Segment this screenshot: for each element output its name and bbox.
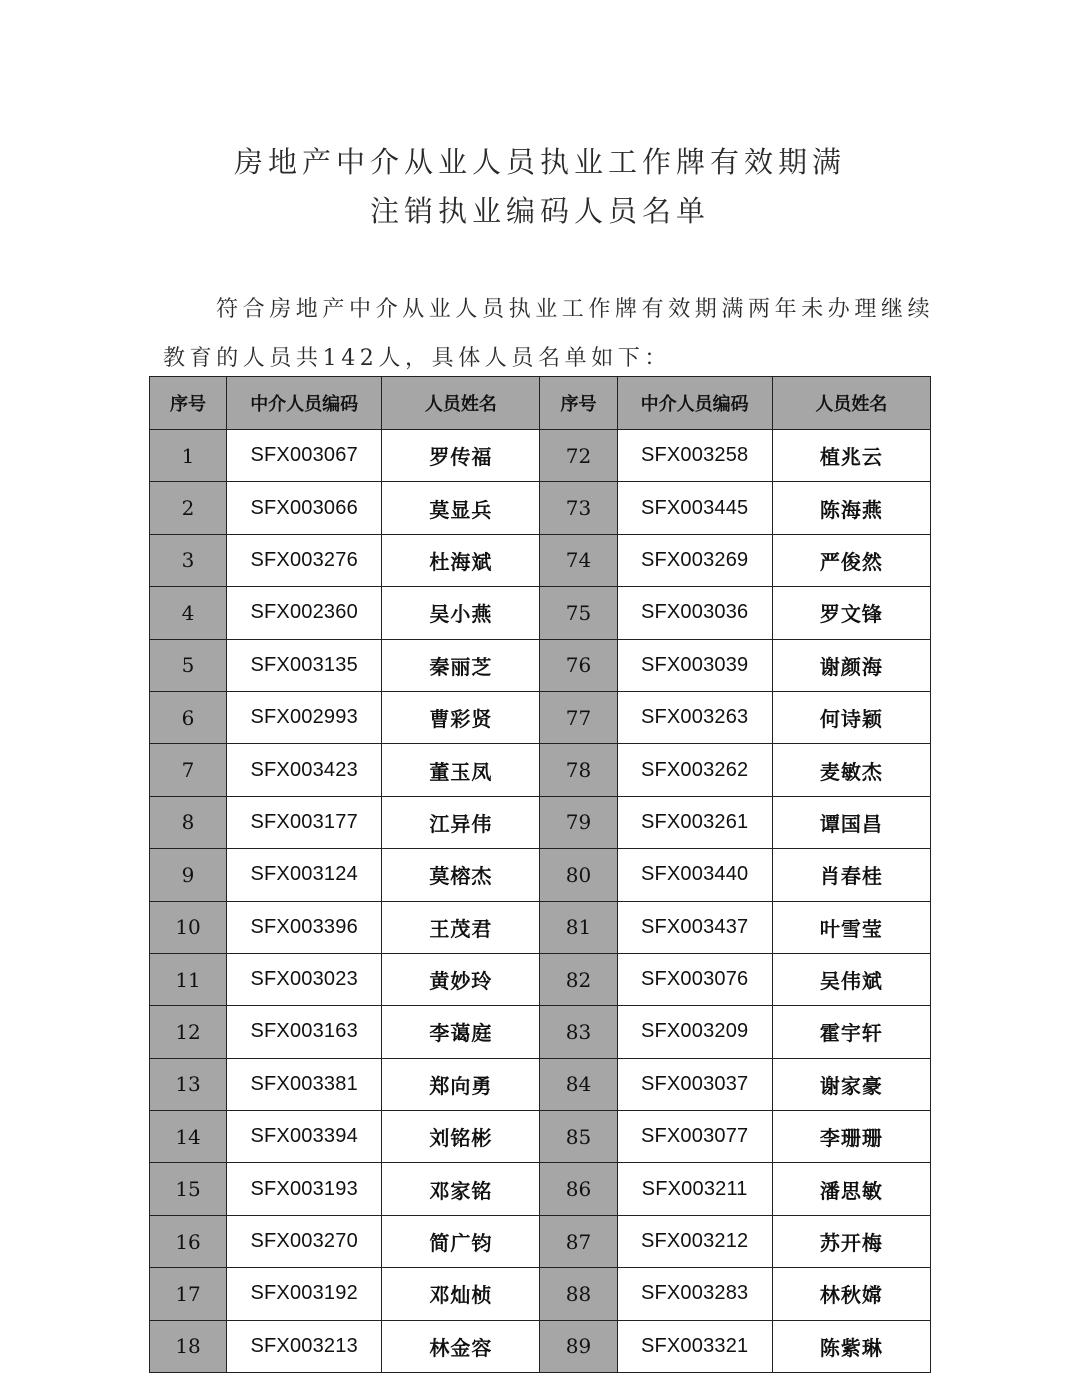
seq-cell-left: 17 [150, 1268, 227, 1320]
code-cell-right: SFX003037 [617, 1058, 772, 1110]
seq-cell-right: 73 [540, 482, 617, 534]
name-cell-left: 邓家铭 [382, 1163, 540, 1215]
code-cell-left: SFX003394 [227, 1111, 382, 1163]
seq-cell-right: 86 [540, 1163, 617, 1215]
code-cell-left: SFX003276 [227, 534, 382, 586]
name-cell-left: 刘铭彬 [382, 1111, 540, 1163]
seq-cell-left: 8 [150, 796, 227, 848]
table-row [150, 1058, 931, 1110]
seq-cell-right: 87 [540, 1215, 617, 1267]
table-row [150, 901, 931, 953]
name-cell-right: 吴伟斌 [772, 953, 930, 1005]
seq-cell-left: 6 [150, 691, 227, 743]
header-seq-right: 序号 [540, 377, 617, 430]
code-cell-left: SFX003193 [227, 1163, 382, 1215]
code-cell-left: SFX003067 [227, 430, 382, 482]
name-cell-left: 曹彩贤 [382, 691, 540, 743]
header-name-left: 人员姓名 [382, 377, 540, 430]
name-cell-right: 植兆云 [772, 430, 930, 482]
name-cell-left: 莫显兵 [382, 482, 540, 534]
document-title-line-1: 房地产中介从业人员执业工作牌有效期满 [233, 145, 846, 179]
name-cell-right: 陈海燕 [772, 482, 930, 534]
name-cell-left: 李蔼庭 [382, 1006, 540, 1058]
seq-cell-left: 14 [150, 1111, 227, 1163]
seq-cell-left: 11 [150, 953, 227, 1005]
code-cell-left: SFX002993 [227, 691, 382, 743]
table-row [150, 1163, 931, 1215]
intro-paragraph-line-2: 教育的人员共142人，具体人员名单如下： [163, 346, 671, 371]
name-cell-left: 董玉凤 [382, 744, 540, 796]
code-cell-left: SFX002360 [227, 587, 382, 639]
seq-cell-left: 4 [150, 587, 227, 639]
intro-paragraph-line-1: 符合房地产中介从业人员执业工作牌有效期满两年未办理继续 [216, 297, 935, 322]
seq-cell-right: 74 [540, 534, 617, 586]
table-row [150, 639, 931, 691]
code-cell-right: SFX003445 [617, 482, 772, 534]
code-cell-left: SFX003066 [227, 482, 382, 534]
seq-cell-left: 15 [150, 1163, 227, 1215]
seq-cell-left: 2 [150, 482, 227, 534]
header-code-left: 中介人员编码 [227, 377, 382, 430]
code-cell-right: SFX003321 [617, 1320, 772, 1372]
table-row [150, 1320, 931, 1372]
table-body [150, 430, 931, 1373]
table-row [150, 744, 931, 796]
header-seq-left: 序号 [150, 377, 227, 430]
name-cell-right: 苏开梅 [772, 1215, 930, 1267]
header-code-right: 中介人员编码 [617, 377, 772, 430]
seq-cell-right: 80 [540, 849, 617, 901]
name-cell-right: 谢颜海 [772, 639, 930, 691]
code-cell-left: SFX003177 [227, 796, 382, 848]
name-cell-left: 郑向勇 [382, 1058, 540, 1110]
table-row [150, 1268, 931, 1320]
code-cell-right: SFX003076 [617, 953, 772, 1005]
name-cell-left: 秦丽芝 [382, 639, 540, 691]
name-cell-right: 麦敏杰 [772, 744, 930, 796]
name-cell-right: 谭国昌 [772, 796, 930, 848]
code-cell-left: SFX003023 [227, 953, 382, 1005]
code-cell-right: SFX003209 [617, 1006, 772, 1058]
name-cell-left: 王茂君 [382, 901, 540, 953]
name-cell-right: 李珊珊 [772, 1111, 930, 1163]
seq-cell-left: 7 [150, 744, 227, 796]
name-cell-right: 潘思敏 [772, 1163, 930, 1215]
name-cell-left: 邓灿桢 [382, 1268, 540, 1320]
table-row [150, 587, 931, 639]
seq-cell-left: 18 [150, 1320, 227, 1372]
seq-cell-right: 82 [540, 953, 617, 1005]
seq-cell-right: 79 [540, 796, 617, 848]
seq-cell-left: 5 [150, 639, 227, 691]
seq-cell-right: 83 [540, 1006, 617, 1058]
table-row [150, 691, 931, 743]
seq-cell-left: 9 [150, 849, 227, 901]
name-cell-left: 江异伟 [382, 796, 540, 848]
code-cell-left: SFX003423 [227, 744, 382, 796]
code-cell-left: SFX003163 [227, 1006, 382, 1058]
code-cell-right: SFX003077 [617, 1111, 772, 1163]
seq-cell-right: 76 [540, 639, 617, 691]
name-cell-right: 肖春桂 [772, 849, 930, 901]
personnel-table [149, 376, 931, 1373]
seq-cell-right: 89 [540, 1320, 617, 1372]
code-cell-right: SFX003261 [617, 796, 772, 848]
code-cell-left: SFX003124 [227, 849, 382, 901]
table-row [150, 430, 931, 482]
seq-cell-right: 77 [540, 691, 617, 743]
code-cell-right: SFX003283 [617, 1268, 772, 1320]
code-cell-right: SFX003036 [617, 587, 772, 639]
table-row [150, 482, 931, 534]
code-cell-right: SFX003269 [617, 534, 772, 586]
code-cell-right: SFX003039 [617, 639, 772, 691]
seq-cell-left: 1 [150, 430, 227, 482]
code-cell-left: SFX003381 [227, 1058, 382, 1110]
table-row [150, 1215, 931, 1267]
seq-cell-right: 72 [540, 430, 617, 482]
seq-cell-right: 88 [540, 1268, 617, 1320]
name-cell-left: 林金容 [382, 1320, 540, 1372]
name-cell-right: 严俊然 [772, 534, 930, 586]
seq-cell-right: 75 [540, 587, 617, 639]
name-cell-right: 林秋嫦 [772, 1268, 930, 1320]
name-cell-left: 简广钧 [382, 1215, 540, 1267]
seq-cell-left: 12 [150, 1006, 227, 1058]
table-row [150, 1111, 931, 1163]
document-title-line-2: 注销执业编码人员名单 [369, 194, 710, 228]
seq-cell-right: 81 [540, 901, 617, 953]
seq-cell-left: 13 [150, 1058, 227, 1110]
name-cell-left: 莫榕杰 [382, 849, 540, 901]
name-cell-right: 叶雪莹 [772, 901, 930, 953]
seq-cell-left: 16 [150, 1215, 227, 1267]
code-cell-right: SFX003263 [617, 691, 772, 743]
seq-cell-left: 3 [150, 534, 227, 586]
name-cell-right: 陈紫琳 [772, 1320, 930, 1372]
name-cell-left: 黄妙玲 [382, 953, 540, 1005]
name-cell-left: 杜海斌 [382, 534, 540, 586]
name-cell-right: 罗文锋 [772, 587, 930, 639]
code-cell-left: SFX003135 [227, 639, 382, 691]
code-cell-right: SFX003437 [617, 901, 772, 953]
code-cell-left: SFX003396 [227, 901, 382, 953]
table-row [150, 1006, 931, 1058]
code-cell-left: SFX003192 [227, 1268, 382, 1320]
code-cell-right: SFX003258 [617, 430, 772, 482]
code-cell-left: SFX003213 [227, 1320, 382, 1372]
code-cell-right: SFX003262 [617, 744, 772, 796]
name-cell-right: 谢家豪 [772, 1058, 930, 1110]
seq-cell-right: 85 [540, 1111, 617, 1163]
header-name-right: 人员姓名 [772, 377, 930, 430]
name-cell-right: 霍宇轩 [772, 1006, 930, 1058]
name-cell-left: 罗传福 [382, 430, 540, 482]
name-cell-left: 吴小燕 [382, 587, 540, 639]
table-row [150, 796, 931, 848]
seq-cell-left: 10 [150, 901, 227, 953]
name-cell-right: 何诗颖 [772, 691, 930, 743]
code-cell-right: SFX003212 [617, 1215, 772, 1267]
table-row [150, 849, 931, 901]
code-cell-right: SFX003440 [617, 849, 772, 901]
code-cell-right: SFX003211 [617, 1163, 772, 1215]
table-row [150, 534, 931, 586]
seq-cell-right: 78 [540, 744, 617, 796]
table-row [150, 953, 931, 1005]
table-header-row [150, 377, 931, 430]
seq-cell-right: 84 [540, 1058, 617, 1110]
code-cell-left: SFX003270 [227, 1215, 382, 1267]
